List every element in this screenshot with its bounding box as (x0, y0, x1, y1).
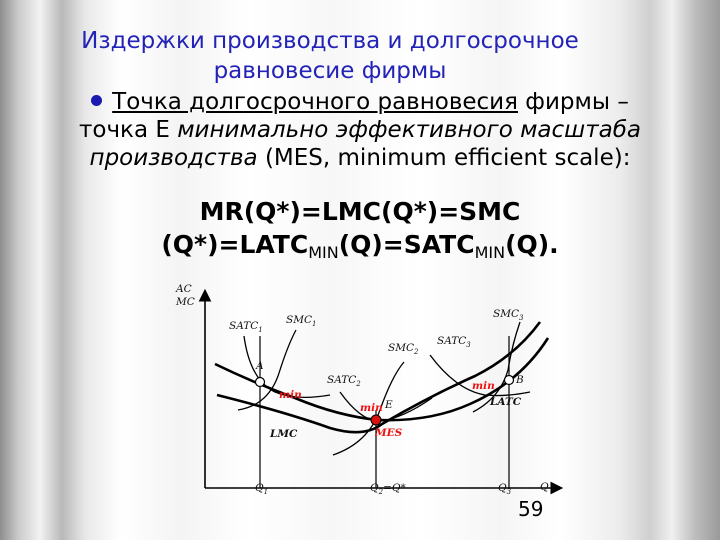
bullet-line-3-italic: производства (89, 145, 258, 171)
q2-label: $Q_2=Q*$ (370, 482, 406, 496)
slide-title-line-2: равновесие фирмы (213, 58, 447, 84)
formula-part-a: (Q*)=LATC (161, 230, 309, 259)
slide-title-line-1: Издержки производства и долгосрочное (81, 28, 579, 54)
y-axis-label-ac: AC (176, 283, 192, 295)
q3-label: $Q_3$ (498, 482, 512, 496)
min-label-left: min (279, 389, 302, 401)
satc2-label: $SATC_2$ (327, 374, 361, 388)
bullet-line-3-rest: (MES, minimum efficient scale): (257, 145, 631, 171)
bullet-line-1-rest: фирмы – (517, 89, 629, 115)
point-e-label: E (385, 399, 393, 411)
point-b-marker (505, 376, 514, 385)
latc-label: LATC (490, 396, 522, 408)
satc1-label: $SATC_1$ (229, 320, 263, 334)
formula-sub-1: MIN (308, 243, 339, 262)
formula-line-1: MR(Q*)=LMC(Q*)=SMC (199, 197, 521, 226)
lmc-label: LMC (270, 428, 298, 440)
smc1-label: $SMC_1$ (286, 314, 317, 328)
q1-label: $Q_1$ (255, 482, 269, 496)
point-e-marker (371, 415, 381, 425)
formula-part-b: (Q)=SATC (338, 230, 475, 259)
formula-part-c: (Q). (505, 230, 559, 259)
smc3-label: $SMC_3$ (493, 308, 524, 322)
point-a-marker (256, 378, 265, 387)
smc2-label: $SMC_2$ (388, 342, 419, 356)
bullet-line-2-start: точка Е (79, 117, 178, 143)
mes-label: MES (375, 427, 403, 439)
min-label-center: min (360, 402, 383, 414)
y-axis-label-mc: MC (176, 296, 195, 308)
point-b-label: B (516, 374, 524, 386)
page-number: 59 (518, 497, 544, 521)
bullet-underlined-term: Точка долгосрочного равновесия (112, 89, 518, 115)
min-label-right: min (472, 380, 495, 392)
point-a-label: A (256, 360, 264, 372)
x-axis-label-q: Q (540, 481, 549, 493)
formula-sub-2: MIN (474, 243, 506, 262)
satc3-label: $SATC_3$ (437, 335, 471, 349)
bullet-line-2-italic: минимально эффективного масштаба (177, 117, 641, 143)
